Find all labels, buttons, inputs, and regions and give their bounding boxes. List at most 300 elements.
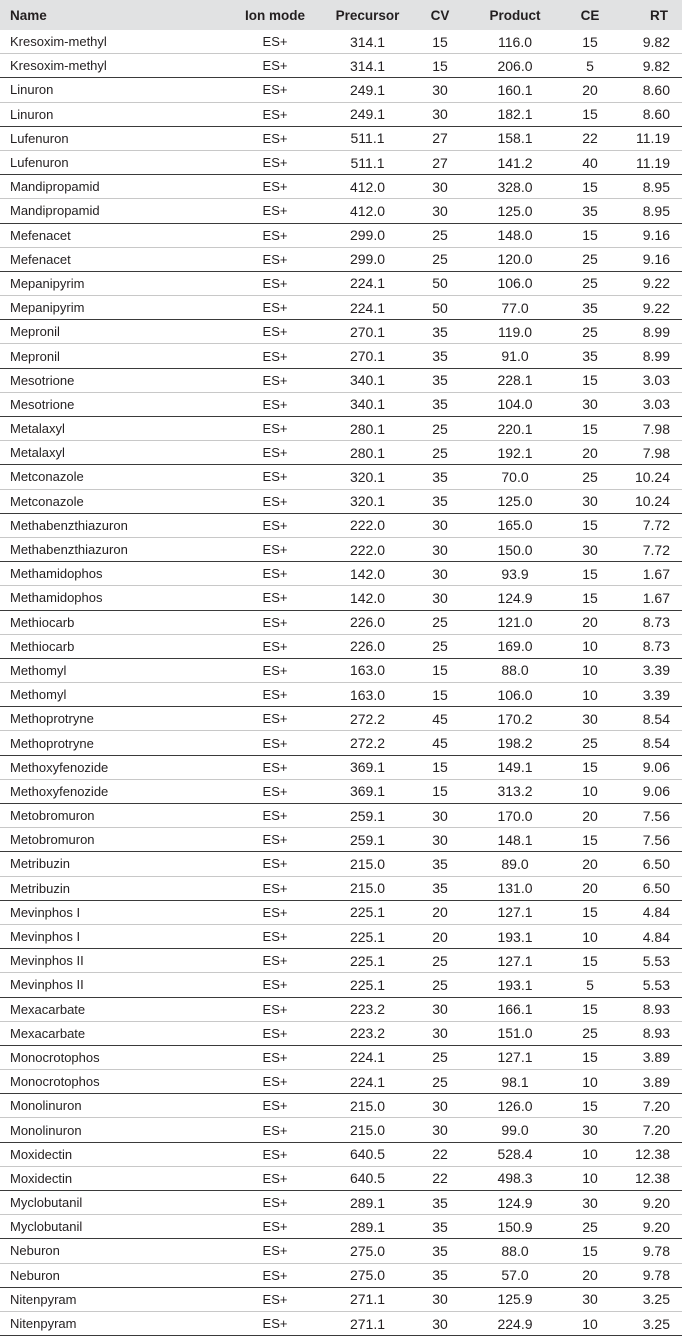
table-row: [0, 1045, 682, 1069]
cell-product: 193.1: [465, 924, 565, 948]
cell-precursor: 222.0: [320, 513, 415, 537]
cell-name: Methamidophos: [0, 562, 230, 586]
cell-precursor: 289.1: [320, 1191, 415, 1215]
cell-name: Metalaxyl: [0, 441, 230, 465]
cell-precursor: 340.1: [320, 392, 415, 416]
cell-rt: 8.99: [615, 344, 682, 368]
cell-name: Monocrotophos: [0, 1045, 230, 1069]
cell-cv: 35: [415, 368, 465, 392]
cell-product: 127.1: [465, 949, 565, 973]
cell-ce: 15: [565, 949, 615, 973]
cell-rt: 9.06: [615, 755, 682, 779]
table-row: [0, 779, 682, 803]
table-body: [0, 30, 682, 1336]
cell-name: Mepronil: [0, 344, 230, 368]
cell-ion-mode: ES+: [230, 175, 320, 199]
cell-ion-mode: ES+: [230, 126, 320, 150]
cell-rt: 3.25: [615, 1311, 682, 1335]
cell-product: 192.1: [465, 441, 565, 465]
cell-cv: 15: [415, 779, 465, 803]
cell-product: 125.0: [465, 199, 565, 223]
cell-ce: 40: [565, 150, 615, 174]
cell-ce: 15: [565, 30, 615, 54]
cell-precursor: 224.1: [320, 271, 415, 295]
cell-rt: 9.16: [615, 247, 682, 271]
table-row: [0, 1118, 682, 1142]
cell-name: Methoprotryne: [0, 731, 230, 755]
table-row: [0, 78, 682, 102]
cell-product: 224.9: [465, 1311, 565, 1335]
cell-product: 220.1: [465, 417, 565, 441]
cell-cv: 30: [415, 828, 465, 852]
cell-cv: 45: [415, 707, 465, 731]
cell-name: Neburon: [0, 1239, 230, 1263]
cell-product: 198.2: [465, 731, 565, 755]
cell-ion-mode: ES+: [230, 368, 320, 392]
cell-rt: 9.82: [615, 54, 682, 78]
cell-ion-mode: ES+: [230, 296, 320, 320]
table-row: [0, 441, 682, 465]
cell-product: 125.0: [465, 489, 565, 513]
cell-name: Mevinphos I: [0, 924, 230, 948]
cell-product: 148.0: [465, 223, 565, 247]
cell-ion-mode: ES+: [230, 1263, 320, 1287]
cell-name: Methoxyfenozide: [0, 779, 230, 803]
cell-ce: 15: [565, 900, 615, 924]
cell-name: Neburon: [0, 1263, 230, 1287]
cell-rt: 10.24: [615, 489, 682, 513]
cell-precursor: 249.1: [320, 102, 415, 126]
cell-rt: 8.73: [615, 634, 682, 658]
cell-product: 149.1: [465, 755, 565, 779]
cell-product: 116.0: [465, 30, 565, 54]
cell-ion-mode: ES+: [230, 658, 320, 682]
cell-rt: 6.50: [615, 852, 682, 876]
cell-ce: 10: [565, 683, 615, 707]
cell-name: Monolinuron: [0, 1118, 230, 1142]
cell-cv: 30: [415, 997, 465, 1021]
cell-cv: 25: [415, 223, 465, 247]
cell-rt: 9.78: [615, 1263, 682, 1287]
table-row: [0, 392, 682, 416]
cell-rt: 3.39: [615, 683, 682, 707]
table-row: [0, 1215, 682, 1239]
cell-ion-mode: ES+: [230, 537, 320, 561]
cell-rt: 6.50: [615, 876, 682, 900]
cell-cv: 30: [415, 804, 465, 828]
cell-precursor: 223.2: [320, 1021, 415, 1045]
cell-ion-mode: ES+: [230, 876, 320, 900]
cell-precursor: 320.1: [320, 465, 415, 489]
table-row: [0, 344, 682, 368]
cell-product: 127.1: [465, 900, 565, 924]
cell-rt: 3.03: [615, 368, 682, 392]
cell-ce: 15: [565, 223, 615, 247]
cell-rt: 8.95: [615, 175, 682, 199]
cell-precursor: 259.1: [320, 804, 415, 828]
cell-name: Mepanipyrim: [0, 296, 230, 320]
cell-precursor: 289.1: [320, 1215, 415, 1239]
cell-cv: 20: [415, 900, 465, 924]
cell-name: Moxidectin: [0, 1142, 230, 1166]
cell-precursor: 222.0: [320, 537, 415, 561]
table-row: [0, 997, 682, 1021]
cell-product: 127.1: [465, 1045, 565, 1069]
cell-cv: 30: [415, 175, 465, 199]
cell-rt: 8.54: [615, 707, 682, 731]
cell-cv: 30: [415, 1287, 465, 1311]
cell-name: Methiocarb: [0, 610, 230, 634]
cell-ce: 15: [565, 102, 615, 126]
cell-precursor: 226.0: [320, 610, 415, 634]
cell-name: Mefenacet: [0, 223, 230, 247]
cell-ce: 20: [565, 876, 615, 900]
cell-precursor: 163.0: [320, 658, 415, 682]
cell-ce: 5: [565, 973, 615, 997]
cell-precursor: 225.1: [320, 973, 415, 997]
cell-product: 150.9: [465, 1215, 565, 1239]
cell-cv: 27: [415, 126, 465, 150]
table-row: [0, 1287, 682, 1311]
cell-product: 131.0: [465, 876, 565, 900]
table-row: [0, 126, 682, 150]
table-row: [0, 924, 682, 948]
cell-ion-mode: ES+: [230, 1118, 320, 1142]
cell-ce: 15: [565, 828, 615, 852]
table-row: [0, 199, 682, 223]
cell-product: 165.0: [465, 513, 565, 537]
cell-ion-mode: ES+: [230, 465, 320, 489]
cell-ce: 15: [565, 417, 615, 441]
cell-cv: 35: [415, 852, 465, 876]
cell-name: Methabenzthiazuron: [0, 537, 230, 561]
cell-rt: 7.98: [615, 441, 682, 465]
cell-ion-mode: ES+: [230, 150, 320, 174]
cell-cv: 30: [415, 1094, 465, 1118]
table-row: [0, 417, 682, 441]
cell-ce: 10: [565, 1311, 615, 1335]
cell-name: Metconazole: [0, 489, 230, 513]
cell-rt: 9.20: [615, 1215, 682, 1239]
cell-name: Moxidectin: [0, 1166, 230, 1190]
cell-rt: 7.72: [615, 537, 682, 561]
cell-rt: 3.39: [615, 658, 682, 682]
cell-ion-mode: ES+: [230, 1021, 320, 1045]
header-rt: RT: [615, 0, 682, 30]
cell-ce: 15: [565, 368, 615, 392]
cell-product: 98.1: [465, 1070, 565, 1094]
cell-rt: 8.99: [615, 320, 682, 344]
cell-cv: 15: [415, 683, 465, 707]
header-cv: CV: [415, 0, 465, 30]
cell-cv: 27: [415, 150, 465, 174]
cell-name: Mandipropamid: [0, 199, 230, 223]
table-row: [0, 1166, 682, 1190]
cell-product: 126.0: [465, 1094, 565, 1118]
cell-cv: 35: [415, 344, 465, 368]
cell-product: 148.1: [465, 828, 565, 852]
cell-ion-mode: ES+: [230, 1094, 320, 1118]
cell-product: 160.1: [465, 78, 565, 102]
cell-ce: 10: [565, 1142, 615, 1166]
table-row: [0, 634, 682, 658]
cell-precursor: 271.1: [320, 1311, 415, 1335]
cell-ce: 25: [565, 731, 615, 755]
cell-product: 99.0: [465, 1118, 565, 1142]
cell-rt: 8.95: [615, 199, 682, 223]
header-row: [0, 0, 682, 30]
table-row: [0, 1311, 682, 1335]
cell-rt: 3.25: [615, 1287, 682, 1311]
cell-cv: 30: [415, 199, 465, 223]
cell-name: Mesotrione: [0, 368, 230, 392]
table-row: [0, 804, 682, 828]
table-row: [0, 1021, 682, 1045]
cell-name: Nitenpyram: [0, 1287, 230, 1311]
cell-cv: 30: [415, 562, 465, 586]
table-row: [0, 1094, 682, 1118]
cell-precursor: 215.0: [320, 852, 415, 876]
cell-ion-mode: ES+: [230, 949, 320, 973]
table-row: [0, 1191, 682, 1215]
table-row: [0, 683, 682, 707]
cell-precursor: 272.2: [320, 707, 415, 731]
cell-precursor: 369.1: [320, 779, 415, 803]
cell-rt: 8.93: [615, 1021, 682, 1045]
cell-precursor: 225.1: [320, 900, 415, 924]
cell-precursor: 249.1: [320, 78, 415, 102]
cell-ce: 20: [565, 804, 615, 828]
cell-product: 151.0: [465, 1021, 565, 1045]
cell-cv: 35: [415, 489, 465, 513]
table-row: [0, 296, 682, 320]
cell-rt: 1.67: [615, 586, 682, 610]
cell-ion-mode: ES+: [230, 1045, 320, 1069]
cell-ion-mode: ES+: [230, 1311, 320, 1335]
header-ion-mode: Ion mode: [230, 0, 320, 30]
cell-ion-mode: ES+: [230, 755, 320, 779]
cell-rt: 1.67: [615, 562, 682, 586]
header-precursor: Precursor: [320, 0, 415, 30]
cell-ion-mode: ES+: [230, 610, 320, 634]
cell-cv: 25: [415, 441, 465, 465]
cell-ce: 15: [565, 1045, 615, 1069]
cell-product: 89.0: [465, 852, 565, 876]
cell-ion-mode: ES+: [230, 924, 320, 948]
cell-name: Mandipropamid: [0, 175, 230, 199]
cell-rt: 8.93: [615, 997, 682, 1021]
cell-precursor: 280.1: [320, 441, 415, 465]
cell-cv: 22: [415, 1142, 465, 1166]
cell-product: 313.2: [465, 779, 565, 803]
cell-ion-mode: ES+: [230, 997, 320, 1021]
cell-ion-mode: ES+: [230, 223, 320, 247]
cell-product: 119.0: [465, 320, 565, 344]
cell-precursor: 215.0: [320, 1118, 415, 1142]
table-row: [0, 1239, 682, 1263]
cell-ce: 25: [565, 1215, 615, 1239]
cell-ion-mode: ES+: [230, 344, 320, 368]
cell-ce: 10: [565, 1166, 615, 1190]
table-row: [0, 1070, 682, 1094]
cell-product: 120.0: [465, 247, 565, 271]
cell-ce: 10: [565, 924, 615, 948]
cell-rt: 11.19: [615, 150, 682, 174]
cell-product: 121.0: [465, 610, 565, 634]
table-row: [0, 30, 682, 54]
cell-precursor: 640.5: [320, 1142, 415, 1166]
cell-precursor: 142.0: [320, 562, 415, 586]
cell-ion-mode: ES+: [230, 1142, 320, 1166]
cell-rt: 8.54: [615, 731, 682, 755]
cell-rt: 4.84: [615, 924, 682, 948]
cell-ion-mode: ES+: [230, 54, 320, 78]
cell-name: Mevinphos II: [0, 949, 230, 973]
table-row: [0, 900, 682, 924]
cell-name: Linuron: [0, 102, 230, 126]
cell-cv: 25: [415, 973, 465, 997]
cell-ion-mode: ES+: [230, 900, 320, 924]
cell-precursor: 224.1: [320, 1045, 415, 1069]
cell-product: 104.0: [465, 392, 565, 416]
table-row: [0, 755, 682, 779]
cell-ion-mode: ES+: [230, 441, 320, 465]
cell-precursor: 275.0: [320, 1239, 415, 1263]
cell-ce: 30: [565, 1287, 615, 1311]
cell-ion-mode: ES+: [230, 417, 320, 441]
cell-ion-mode: ES+: [230, 1191, 320, 1215]
cell-product: 88.0: [465, 658, 565, 682]
cell-ion-mode: ES+: [230, 562, 320, 586]
cell-name: Methomyl: [0, 658, 230, 682]
cell-product: 70.0: [465, 465, 565, 489]
cell-name: Nitenpyram: [0, 1311, 230, 1335]
cell-name: Metribuzin: [0, 852, 230, 876]
cell-cv: 15: [415, 30, 465, 54]
header-name: Name: [0, 0, 230, 30]
cell-ce: 25: [565, 1021, 615, 1045]
cell-cv: 25: [415, 949, 465, 973]
cell-cv: 30: [415, 1118, 465, 1142]
table-row: [0, 949, 682, 973]
cell-precursor: 223.2: [320, 997, 415, 1021]
cell-rt: 9.20: [615, 1191, 682, 1215]
cell-ce: 20: [565, 441, 615, 465]
cell-ion-mode: ES+: [230, 586, 320, 610]
cell-rt: 7.98: [615, 417, 682, 441]
cell-ce: 35: [565, 344, 615, 368]
cell-precursor: 320.1: [320, 489, 415, 513]
table-row: [0, 876, 682, 900]
cell-ion-mode: ES+: [230, 731, 320, 755]
cell-precursor: 272.2: [320, 731, 415, 755]
cell-ion-mode: ES+: [230, 852, 320, 876]
table-row: [0, 489, 682, 513]
cell-ce: 20: [565, 852, 615, 876]
cell-cv: 20: [415, 924, 465, 948]
cell-product: 93.9: [465, 562, 565, 586]
cell-precursor: 340.1: [320, 368, 415, 392]
cell-cv: 35: [415, 1191, 465, 1215]
cell-rt: 7.56: [615, 828, 682, 852]
cell-precursor: 412.0: [320, 175, 415, 199]
cell-name: Mexacarbate: [0, 1021, 230, 1045]
cell-name: Myclobutanil: [0, 1191, 230, 1215]
cell-precursor: 314.1: [320, 54, 415, 78]
cell-ce: 30: [565, 489, 615, 513]
table-row: [0, 223, 682, 247]
cell-product: 498.3: [465, 1166, 565, 1190]
table-row: [0, 320, 682, 344]
cell-product: 328.0: [465, 175, 565, 199]
cell-precursor: 225.1: [320, 924, 415, 948]
cell-name: Metalaxyl: [0, 417, 230, 441]
cell-ion-mode: ES+: [230, 199, 320, 223]
cell-ion-mode: ES+: [230, 973, 320, 997]
cell-rt: 12.38: [615, 1142, 682, 1166]
cell-name: Mefenacet: [0, 247, 230, 271]
cell-ce: 22: [565, 126, 615, 150]
cell-ce: 15: [565, 175, 615, 199]
cell-rt: 4.84: [615, 900, 682, 924]
table-row: [0, 102, 682, 126]
table-row: [0, 1263, 682, 1287]
cell-name: Mexacarbate: [0, 997, 230, 1021]
cell-ce: 25: [565, 320, 615, 344]
cell-precursor: 299.0: [320, 223, 415, 247]
cell-rt: 8.60: [615, 102, 682, 126]
cell-ce: 25: [565, 247, 615, 271]
cell-ion-mode: ES+: [230, 683, 320, 707]
cell-ion-mode: ES+: [230, 489, 320, 513]
cell-precursor: 299.0: [320, 247, 415, 271]
cell-product: 528.4: [465, 1142, 565, 1166]
cell-ce: 15: [565, 513, 615, 537]
cell-precursor: 163.0: [320, 683, 415, 707]
cell-product: 206.0: [465, 54, 565, 78]
cell-product: 228.1: [465, 368, 565, 392]
cell-rt: 8.60: [615, 78, 682, 102]
cell-ion-mode: ES+: [230, 513, 320, 537]
cell-cv: 30: [415, 102, 465, 126]
table-header: [0, 0, 682, 30]
table-row: [0, 586, 682, 610]
cell-name: Mepronil: [0, 320, 230, 344]
cell-product: 57.0: [465, 1263, 565, 1287]
cell-product: 91.0: [465, 344, 565, 368]
cell-precursor: 412.0: [320, 199, 415, 223]
cell-ce: 15: [565, 997, 615, 1021]
cell-ce: 25: [565, 465, 615, 489]
cell-cv: 30: [415, 513, 465, 537]
cell-cv: 25: [415, 1045, 465, 1069]
cell-rt: 9.78: [615, 1239, 682, 1263]
cell-ce: 15: [565, 1239, 615, 1263]
cell-ce: 10: [565, 634, 615, 658]
cell-ce: 30: [565, 1191, 615, 1215]
cell-product: 141.2: [465, 150, 565, 174]
cell-name: Mevinphos I: [0, 900, 230, 924]
cell-rt: 9.06: [615, 779, 682, 803]
cell-ce: 10: [565, 658, 615, 682]
cell-product: 182.1: [465, 102, 565, 126]
cell-ion-mode: ES+: [230, 1215, 320, 1239]
cell-name: Metobromuron: [0, 828, 230, 852]
cell-ce: 30: [565, 392, 615, 416]
cell-cv: 35: [415, 320, 465, 344]
cell-cv: 25: [415, 1070, 465, 1094]
cell-rt: 3.89: [615, 1070, 682, 1094]
